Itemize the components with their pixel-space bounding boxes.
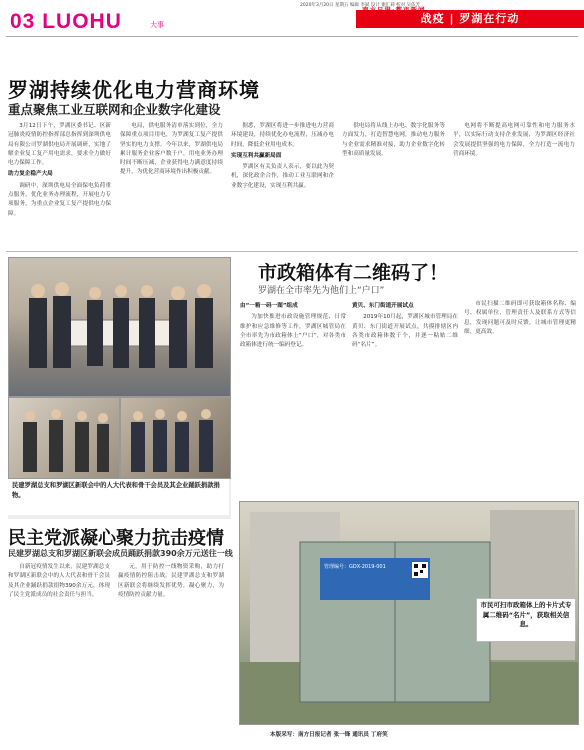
article2-headline: 民主党派凝心聚力抗击疫情 [8,528,224,549]
people-group-illustration [9,258,230,396]
section-divider [6,251,578,252]
article2-col2 [118,563,224,713]
article1-col3-head: 实现互利共赢新局面 [231,152,282,159]
article2-col3-spacer [232,563,236,564]
newspaper-logo: 南方日报·都市新闻 [362,6,426,14]
article1-col1-head: 助力复企稳产大局 [8,171,53,178]
article1-col3-text2: 罗湖区有关负责人表示，要以此为契机，深化政企合作，推动工业互联网和企业数字化建设，实现互利共赢。 [231,164,334,189]
article3-col3-text: 市民扫描二维码即可获取箱体名称、编号、权属单位、管理责任人及联系方式等信息，发现问题可及时反馈，让城市管理更精细、更高效。 [464,301,576,335]
donation-photo-3-illustration [121,398,230,478]
cabinet-sign-text: 管理编号：GDX-2019-001 [324,564,386,570]
article3-col1-head: 由“一箱一码一图”组成 [240,303,298,309]
article3-col3 [464,300,576,496]
article1-col5-text: 电网将不断提高电网可靠性和电力服务水平，以实际行动支持企业发展，为罗湖区经济社会发展提供坚强的电力保障，全力打造一流电力营商环境。 [453,123,575,157]
article3-col1 [240,300,346,496]
banner-text: 战疫 | 罗湖在行动 [420,12,520,25]
donation-photo-3 [120,397,231,479]
article1-col2-text: 电局，供电服务清单落实到位，全力保障重点项目用电，为罗湖复工复产提供坚实的电力支撑。今年以来，罗湖供电局累计服务企业客户数千户，用电业务办理时间不断压减，企业获得电力满意度持续提升，为优化营商环境作出积极贡献。 [120,123,223,176]
article2-photo-block [8,257,231,519]
article3-col2-text: 2019年10月起，罗湖区城市管理局在黄贝、东门街道开展试点，共摸排辖区内各类市政箱体数千个，并逐一粘贴二维码“名片”。 [352,314,458,349]
article1-col1 [8,122,111,246]
header-rule [6,36,578,37]
article1-col4 [342,122,445,246]
section-number: 03 [10,10,36,33]
cabinet-photo [239,501,579,725]
article1-subheadline: 重点聚焦工业互联网和企业数字化建设 [8,102,221,117]
section-name: LUOHU [42,10,122,33]
donation-photo-2 [8,397,120,479]
article2-col2-text: 元，用于防控一线物资采购，助力打赢疫情防控阻击战。民建罗湖总支和罗湖区新联会将继续发挥优势，凝心聚力，为疫情防控贡献力量。 [118,564,224,598]
article1-col3 [231,122,334,246]
article1-col3-text: 据悉，罗湖区将进一步推进电力营商环境建设，持续优化办电流程，压减办电时间，降低企业用电成本。 [231,123,334,148]
article3-col2-head: 黄贝、东门街道开展试点 [352,303,414,309]
article3-col1-text: 为加快推进市政设施管理规范、日常维护和应急维修等工作，罗湖区城管局在全市率先为市政箱体上“户口”，对各类市政箱体进行统一编码登记。 [240,314,346,349]
article3-subheadline: 罗湖在全市率先为他们上“户口” [258,286,385,296]
article3-col2 [352,300,458,496]
section-sub: 大事 [150,21,164,29]
article3-photo-callout: 市民可扫市政箱体上的卡片式专属二维码“名片”，获取相关信息。 [476,598,576,642]
donation-photo-2-illustration [9,398,119,478]
article1-col1-text2: 调研中，深圳供电局全面保电负荷重点服务，优化业务办理流程，开展电力专项服务，为重点企业复工复产提供电力保障。 [8,182,111,217]
article1-col2 [120,122,223,246]
article1-col1-text: 3月12日下午，罗湖区委书记、区新冠肺炎疫情防控指挥部总指挥到深圳供电局有限公司罗湖供电局开展调研，实地了解企业复工复产用电需求，要求全力做好电力保障工作。 [8,123,111,167]
article2-photo-caption: 民建罗湖总支和罗湖区新联会中的人大代表和骨干会员及其企业踊跃捐款捐物。 [8,479,229,515]
article1-headline: 罗湖持续优化电力营商环境 [8,78,260,102]
article2-subheadline: 民建罗湖总支和罗湖区新联会成员踊跃捐款390余万元送往一线 [8,549,233,558]
banner [356,6,584,28]
masthead [0,6,584,34]
article3-footer-credit: 本版采写：南方日报记者 张一锋 通讯员 丁府笑 [270,732,388,738]
article2-col1-text: 自新冠疫情发生以来，民建罗湖总支和罗湖区新联会中的人大代表和骨干会员及其企业踊跃捐款捐物390余万元，体现了民主党派成员的社会责任与担当。 [8,564,110,598]
donation-photo-main [8,257,231,397]
section-title [10,10,122,34]
article1-col5 [453,122,575,246]
article2-col1 [8,563,110,713]
page-meta-line: 2020年3月20日 星期五 编辑 李斌 设计 谢汇莉 校对 吴依芳 [300,3,421,8]
article3-headline: 市政箱体有二维码了！ [258,262,449,284]
article1-col4-text: 供电局将从线上办电、数字化服务等方面发力，打造智慧电网，推动电力服务与企业需求精准对接，助力企业数字化转型和高质量发展。 [342,123,445,157]
